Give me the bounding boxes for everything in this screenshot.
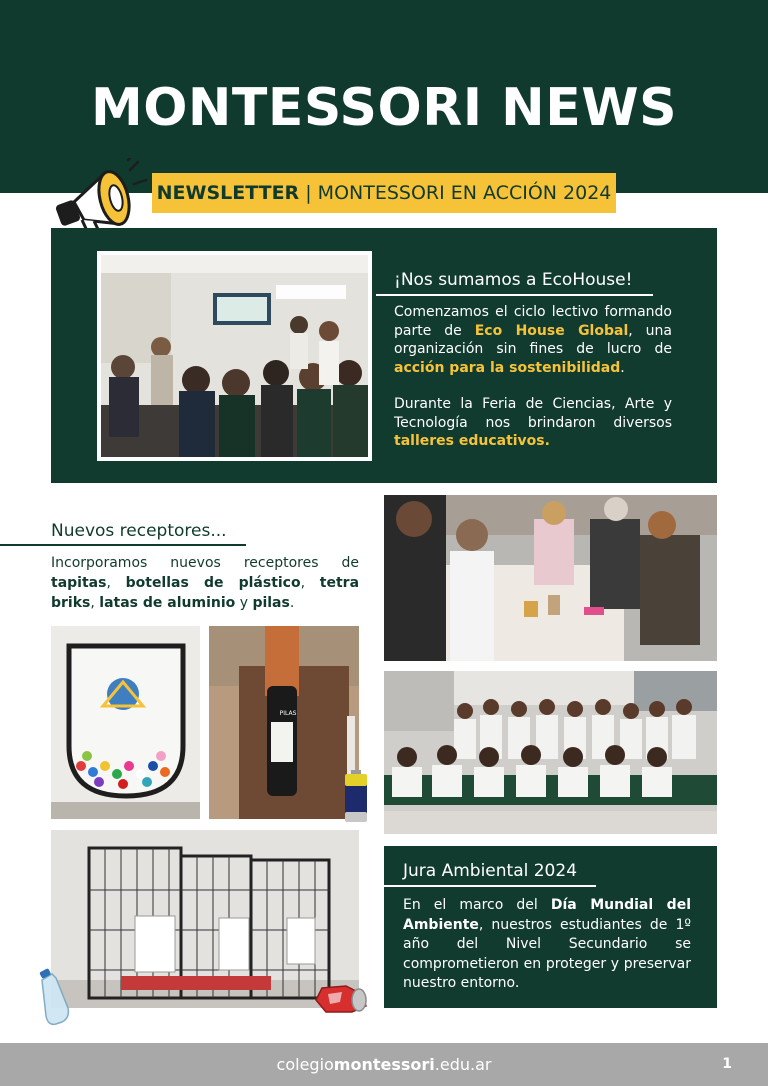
can-icon [312, 982, 370, 1016]
jura-heading-underline [384, 885, 596, 887]
receptores-paragraph: Incorporamos nuevos receptores de tapitas, botellas de plástico, tetra briks, latas de aluminio y pilas. [51, 555, 360, 611]
ribbon-rest: MONTESSORI EN ACCIÓN 2024 [317, 182, 612, 204]
receptores-heading-underline [0, 544, 246, 546]
newsletter-ribbon [152, 173, 616, 213]
page-number: 1 [722, 1056, 732, 1072]
footer-website: colegiomontessori.edu.ar [276, 1055, 492, 1074]
jura-heading: Jura Ambiental 2024 [403, 861, 578, 881]
ecohouse-heading: ¡Nos sumamos a EcoHouse! [394, 270, 633, 290]
bottle-icon [34, 964, 74, 1028]
page-title: MONTESSORI NEWS [90, 78, 678, 138]
ribbon-separator: | [299, 182, 318, 204]
fair-workshop-photo [384, 495, 717, 661]
caps-receptor-photo [51, 626, 200, 819]
students-group-photo [384, 671, 717, 834]
classroom-photo [97, 251, 372, 461]
ecohouse-paragraph-2: Durante la Feria de Ciencias, Arte y Tecnología nos brindaron diversos talleres educativos. [394, 396, 672, 449]
ecohouse-paragraph-1: Comenzamos el ciclo lectivo formando parte de Eco House Global, una organización sin fines de lucro de acción para la sostenibilidad. [394, 304, 672, 376]
battery-icon [342, 770, 370, 824]
pila-label: PILAS [279, 710, 297, 717]
ecohouse-heading-underline [376, 294, 653, 296]
receptores-heading: Nuevos receptores... [51, 521, 227, 541]
ribbon-bold: NEWSLETTER [156, 182, 300, 204]
jura-paragraph: En el marco del Día Mundial del Ambiente, nuestros estudiantes de 1º año del Nivel Secundario se comprometieron en proteger y preservar nuestro entorno. [403, 897, 691, 991]
battery-receptor-photo [209, 626, 359, 819]
